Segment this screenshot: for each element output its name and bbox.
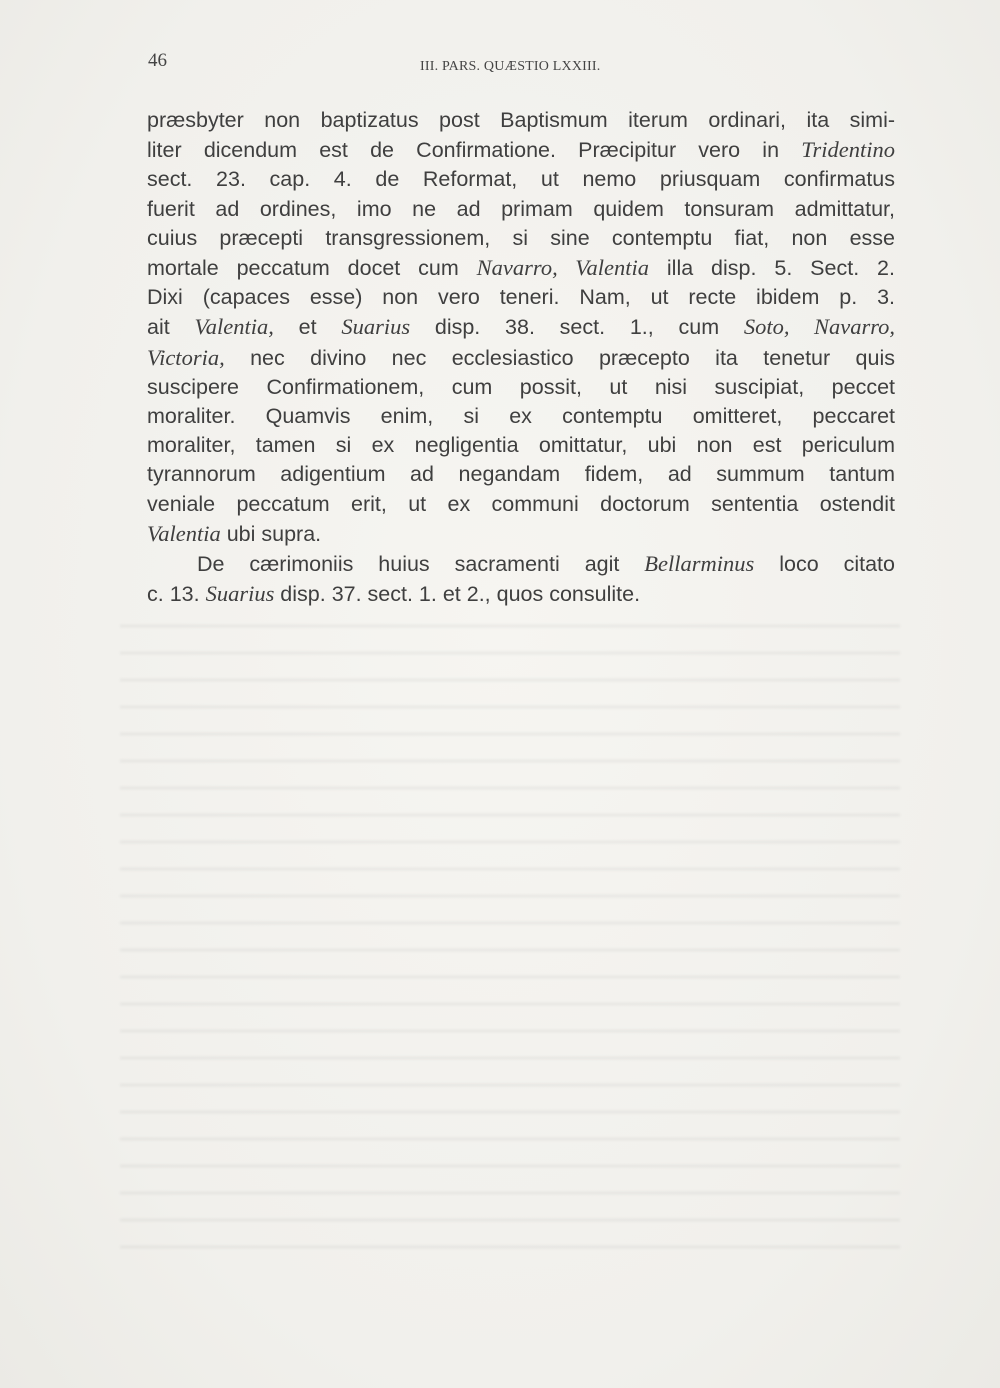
text-line xyxy=(147,135,895,165)
text-run: fuerit ad ordines, imo ne ad primam quidem tonsuram admittatur, xyxy=(147,196,895,221)
text-run: et xyxy=(273,315,342,340)
text-line xyxy=(147,402,895,431)
text-run: ait xyxy=(147,315,195,340)
text-run: Dixi (capaces esse) non vero teneri. Nam, ut recte ibidem p. 3. xyxy=(147,285,895,310)
text-run: liter dicendum est de Confirmatione. Præcipitur vero in xyxy=(147,138,802,163)
show-through-texture xyxy=(120,610,900,1260)
text-run: tyrannorum adigentium ad negandam fidem, ad summum tantum xyxy=(147,462,895,487)
text-line xyxy=(147,343,895,373)
text-line xyxy=(147,579,895,609)
text-line xyxy=(147,283,895,312)
italic-citation: Tridentino xyxy=(801,137,895,163)
text-run: cuius præcepti transgressionem, si sine contemptu fiat, non esse xyxy=(147,225,895,250)
text-run: ubi supra. xyxy=(220,521,322,546)
italic-citation: Victoria, xyxy=(147,344,225,370)
text-line xyxy=(147,519,895,549)
text-run: disp. 38. sect. 1., cum xyxy=(410,315,744,340)
text-line xyxy=(147,373,895,402)
text-line xyxy=(147,312,895,342)
text-run: nec divino nec ecclesiastico præcepto ita tenetur quis xyxy=(224,345,895,370)
text-run: loco citato xyxy=(754,552,895,577)
paragraph xyxy=(147,549,895,609)
text-run: moraliter. Quamvis enim, si ex contemptu omitteret, peccaret xyxy=(147,404,895,429)
text-run: mortale peccatum docet cum xyxy=(147,256,477,281)
text-line xyxy=(147,195,895,224)
text-line xyxy=(147,224,895,253)
italic-citation: Bellarminus xyxy=(644,551,755,577)
text-run: suscipere Confirmationem, cum possit, ut nisi suscipiat, peccet xyxy=(147,374,895,399)
text-line xyxy=(147,431,895,460)
text-run: sect. 23. cap. 4. de Reformat, ut nemo priusquam confirmatus xyxy=(147,167,895,192)
italic-citation: Suarius xyxy=(205,581,275,607)
italic-citation: Valentia, xyxy=(194,314,274,340)
italic-citation: Suarius xyxy=(341,314,411,340)
italic-citation: Navarro, Valentia xyxy=(476,255,649,281)
running-head: III. PARS. QUÆSTIO LXXIII. xyxy=(420,59,601,74)
text-run: disp. 37. sect. 1. et 2., quos consulite. xyxy=(274,582,641,607)
text-run: c. 13. xyxy=(147,582,206,607)
page-header xyxy=(148,50,898,76)
text-run: moraliter, tamen si ex negligentia omittatur, ubi non est periculum xyxy=(147,433,895,458)
text-run: præsbyter non baptizatus post Baptismum iterum ordinari, ita simi- xyxy=(147,108,895,132)
paragraph xyxy=(147,106,895,549)
text-run: De cærimoniis huius sacramenti agit xyxy=(197,552,645,577)
text-line xyxy=(147,460,895,489)
text-line xyxy=(147,253,895,283)
text-line xyxy=(147,165,895,194)
text-run: illa disp. 5. Sect. 2. xyxy=(649,256,895,281)
text-line xyxy=(147,490,895,519)
page-number: 46 xyxy=(148,50,167,71)
italic-citation: Valentia xyxy=(147,520,221,546)
body-text xyxy=(147,106,895,609)
italic-citation: Soto, Navarro, xyxy=(743,314,895,340)
text-line xyxy=(147,549,895,579)
text-line xyxy=(147,106,895,135)
text-run: veniale peccatum erit, ut ex communi doctorum sententia ostendit xyxy=(147,491,895,516)
